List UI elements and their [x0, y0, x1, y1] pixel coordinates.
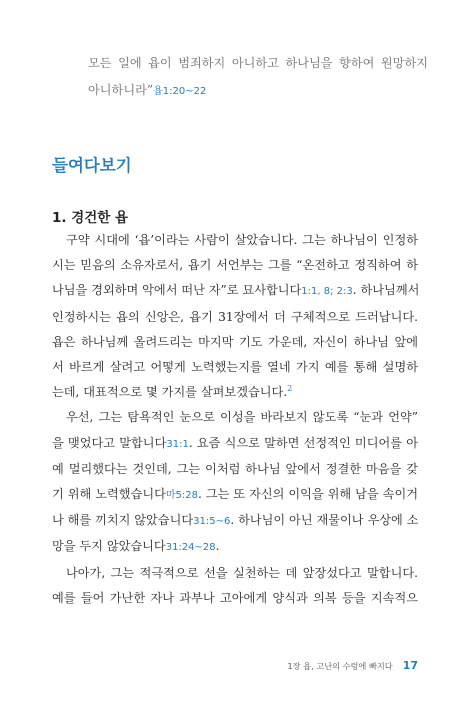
text-segment: . 그는 또 자신의 이익을 위해 남을 속이거	[198, 487, 418, 502]
text-line: 욥은 하나님께 올려드리는 마지막 기도 가운데, 자신이 하나님 앞에	[52, 334, 418, 349]
text-segment: 나 해를 끼치지 않았습니다	[52, 513, 194, 528]
text-line: 나아가, 그는 적극적으로 선을 실천하는 데 앞장섰다고 말합니다.	[66, 565, 418, 580]
text-segment: . 요즘 식으로 말하면 선정적인 미디어를 아	[188, 435, 418, 450]
text-line: 시는 믿음의 소유자로서, 욥기 서언부는 그를 “온전하고 정직하여 하	[52, 258, 418, 273]
body-text	[52, 228, 418, 611]
page-footer	[0, 659, 418, 672]
text-line	[52, 508, 418, 534]
page-number: 17	[402, 659, 418, 672]
text-line	[52, 380, 418, 405]
text-line: 예 멀리했다는 것인데, 그는 이처럼 하나님 앞에서 정결한 마음을 갖	[52, 461, 418, 476]
verse-reference: 31:1	[166, 438, 189, 450]
verse-reference: 31:24~28	[165, 542, 216, 554]
verse-reference: 1:1, 8; 2:3	[301, 286, 353, 298]
text-line: 우선, 그는 탐욕적인 눈으로 이성을 바라보지 않도록 “눈과 언약”	[66, 410, 418, 425]
text-line	[52, 278, 418, 304]
text-segment: 는데, 대표적으로 몇 가지를 살펴보겠습니다.	[52, 385, 288, 400]
text-segment: . 하나님이 아닌 재물이나 우상에 소	[230, 513, 419, 528]
text-line: 구약 시대에 ‘욥’이라는 사람이 살았습니다. 그는 하나님이 인정하	[66, 233, 418, 247]
text-segment: .	[215, 539, 220, 554]
verse-reference: 마5:28	[165, 490, 199, 502]
paragraph	[52, 405, 418, 560]
text-line: 인정하시는 욥의 신앙은, 욥기 31장에서 더 구체적으로 드러납니다.	[52, 309, 418, 324]
text-line	[52, 431, 418, 457]
text-line: 서 바르게 살려고 어떻게 노력했는지를 열네 가지 예를 통해 설명하	[52, 360, 418, 375]
section-title: 들여다보기	[52, 156, 132, 175]
text-line: 예를 들어 가난한 자나 과부나 고아에게 양식과 의복 등을 지속적으	[52, 590, 418, 605]
text-line	[52, 482, 418, 508]
paragraph	[52, 561, 418, 611]
text-segment: 나님을 경외하며 악에서 떠난 자”로 묘사합니다	[52, 283, 302, 298]
text-segment: 기 위해 노력했습니다	[52, 487, 166, 502]
subheading: 1. 경건한 욥	[52, 210, 129, 226]
text-line	[52, 534, 418, 560]
scripture-quote	[88, 50, 428, 105]
paragraph	[52, 228, 418, 405]
quote-line	[88, 77, 428, 105]
quote-reference: 욥1:20~22	[153, 86, 207, 97]
text-segment: . 하나님께서	[352, 283, 420, 298]
quote-text: 아니하니라”	[88, 83, 154, 97]
quote-line: 모든 일에 욥이 범죄하지 아니하고 하나님을 향하여 원망하지	[88, 56, 428, 70]
running-footer-chapter: 1장 욥, 고난의 수렁에 빠지다	[287, 661, 393, 671]
verse-reference: 31:5~6	[193, 516, 231, 528]
text-segment: 을 맺었다고 말합니다	[52, 435, 167, 450]
footnote-marker: 2	[287, 384, 293, 394]
text-segment: 망을 두지 않았습니다	[52, 539, 166, 554]
